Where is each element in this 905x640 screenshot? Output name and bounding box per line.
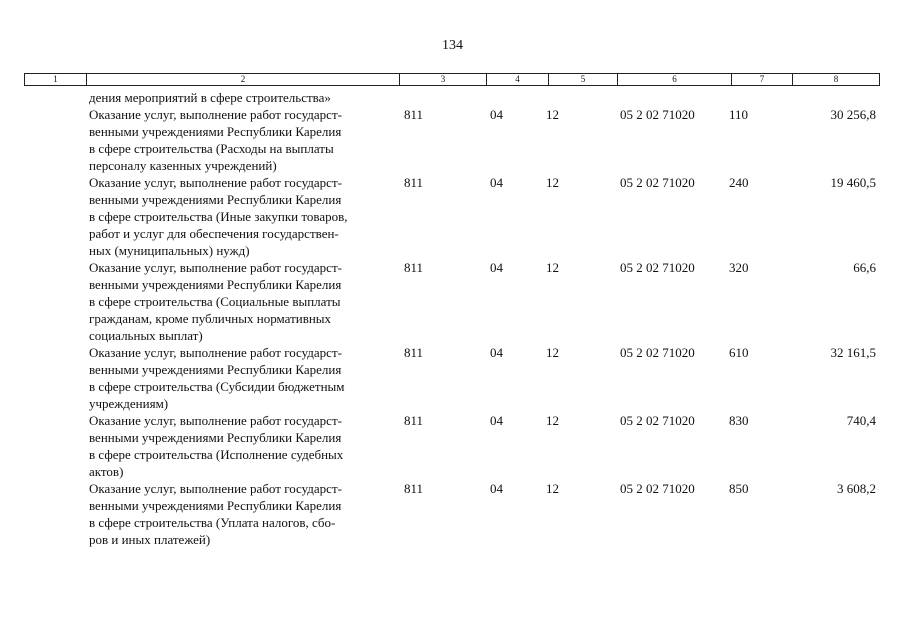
cell-col8: 3 608,2	[837, 481, 876, 496]
table-row	[0, 259, 905, 344]
row-name-line: венными учреждениями Республики Карелия	[89, 362, 342, 377]
row-name	[89, 480, 394, 548]
cell-col4: 04	[490, 413, 503, 428]
cell-col6: 05 2 02 71020	[620, 413, 695, 428]
row-name-line: социальных выплат)	[89, 328, 203, 343]
header-col-8: 8	[833, 74, 839, 84]
header-col-3: 3	[400, 74, 487, 85]
cell-col6: 05 2 02 71020	[620, 481, 695, 496]
cell-col7: 610	[729, 345, 749, 360]
cell-col8: 66,6	[853, 260, 876, 275]
row-name-line: Оказание услуг, выполнение работ государст-	[89, 107, 342, 122]
row-name-line: Оказание услуг, выполнение работ государст-	[89, 413, 342, 428]
row-name-line: актов)	[89, 464, 124, 479]
cell-col5: 12	[546, 175, 559, 190]
row-name-line: Оказание услуг, выполнение работ государст-	[89, 345, 342, 360]
table-body	[0, 106, 905, 548]
cell-col3: 811	[404, 260, 424, 275]
table-header	[24, 73, 880, 86]
cell-col7: 320	[729, 260, 749, 275]
page-number: 134	[442, 38, 463, 53]
cell-col6: 05 2 02 71020	[620, 260, 695, 275]
row-name-line: венными учреждениями Республики Карелия	[89, 124, 342, 139]
header-col-2: 2	[87, 74, 400, 85]
row-name	[89, 174, 394, 259]
row-name	[89, 259, 394, 344]
cell-col7: 830	[729, 413, 749, 428]
cell-col3: 811	[404, 413, 424, 428]
cell-col4: 04	[490, 481, 503, 496]
row-name-line: гражданам, кроме публичных нормативных	[89, 311, 332, 326]
cell-col6: 05 2 02 71020	[620, 345, 695, 360]
cell-col8: 30 256,8	[830, 107, 876, 122]
header-col-4: 4	[487, 74, 549, 85]
cell-col3: 811	[404, 481, 424, 496]
row-name-line: ных (муниципальных) нужд)	[89, 243, 250, 258]
table-row	[0, 344, 905, 412]
cell-col8: 19 460,5	[830, 175, 876, 190]
cell-col5: 12	[546, 107, 559, 122]
row-name-line: работ и услуг для обеспечения государствен-	[89, 226, 339, 241]
cell-col7: 850	[729, 481, 749, 496]
cell-col7: 110	[729, 107, 749, 122]
row-name-line: Оказание услуг, выполнение работ государст-	[89, 481, 342, 496]
row-name-line: в сфере строительства (Уплата налогов, сбо-	[89, 515, 336, 530]
row-name-line: в сфере строительства (Исполнение судебных	[89, 447, 344, 462]
cell-col5: 12	[546, 481, 559, 496]
cell-col5: 12	[546, 260, 559, 275]
table-row	[0, 174, 905, 259]
cell-col4: 04	[490, 345, 503, 360]
row-name	[89, 106, 394, 174]
cell-col5: 12	[546, 345, 559, 360]
cell-col5: 12	[546, 413, 559, 428]
row-name-line: венными учреждениями Республики Карелия	[89, 277, 342, 292]
continuation-text: дения мероприятий в сфере строительства»	[89, 90, 331, 105]
row-name-line: Оказание услуг, выполнение работ государст-	[89, 260, 342, 275]
row-name	[89, 412, 394, 480]
row-name-line: в сфере строительства (Социальные выплаты	[89, 294, 341, 309]
table-row	[0, 412, 905, 480]
row-name-line: ров и иных платежей)	[89, 532, 211, 547]
cell-col4: 04	[490, 107, 503, 122]
cell-col7: 240	[729, 175, 749, 190]
row-name	[89, 344, 394, 412]
cell-col3: 811	[404, 175, 424, 190]
header-col-7: 7	[732, 74, 793, 85]
row-name-line: венными учреждениями Республики Карелия	[89, 498, 342, 513]
cell-col4: 04	[490, 260, 503, 275]
table-row	[0, 480, 905, 548]
row-name-line: венными учреждениями Республики Карелия	[89, 192, 342, 207]
row-name-line: в сфере строительства (Субсидии бюджетным	[89, 379, 345, 394]
cell-col6: 05 2 02 71020	[620, 107, 695, 122]
cell-col6: 05 2 02 71020	[620, 175, 695, 190]
row-name-line: учреждениям)	[89, 396, 169, 411]
cell-col8: 740,4	[846, 413, 876, 428]
table-row	[0, 106, 905, 174]
header-col-6: 6	[618, 74, 732, 85]
header-col-1: 1	[25, 74, 87, 85]
cell-col3: 811	[404, 107, 424, 122]
cell-col3: 811	[404, 345, 424, 360]
row-name-line: персоналу казенных учреждений)	[89, 158, 277, 173]
cell-col4: 04	[490, 175, 503, 190]
row-name-line: венными учреждениями Республики Карелия	[89, 430, 342, 445]
row-name-line: в сфере строительства (Иные закупки товаров,	[89, 209, 348, 224]
cell-col8: 32 161,5	[830, 345, 876, 360]
row-name-line: Оказание услуг, выполнение работ государст-	[89, 175, 342, 190]
header-col-5: 5	[549, 74, 618, 85]
row-name-line: в сфере строительства (Расходы на выплаты	[89, 141, 334, 156]
